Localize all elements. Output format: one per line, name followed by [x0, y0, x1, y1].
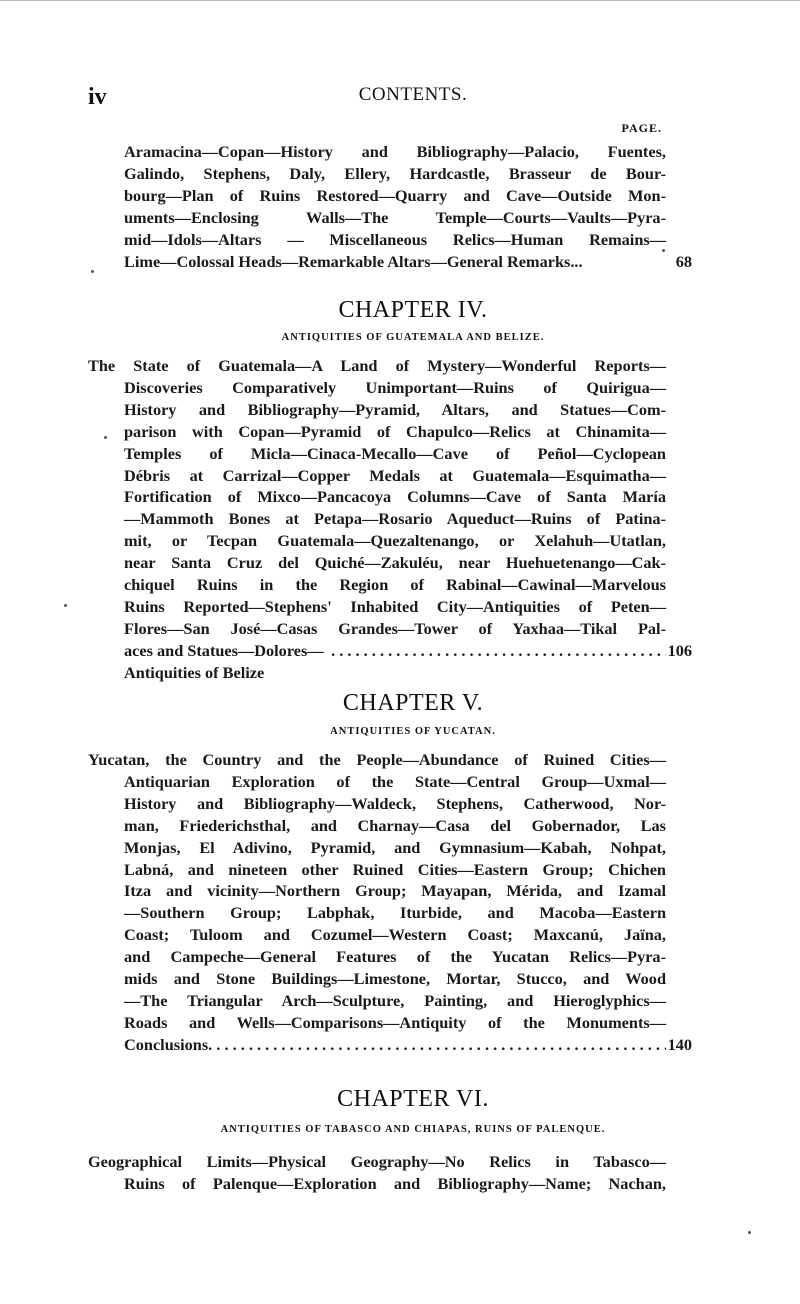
entry-line: chiquel Ruins in the Region of Rabinal—Cawinal—Marvelous — [124, 575, 666, 595]
page-number: 106 — [667, 641, 692, 660]
entry-line: mit, or Tecpan Guatemala—Quezaltenango, or Xelahuh—Utatlan, — [124, 531, 666, 551]
entry-line: Roads and Wells—Comparisons—Antiquity of the Monuments— — [124, 1012, 666, 1032]
chapter-subtitle: ANTIQUITIES OF YUCATAN. — [330, 726, 496, 737]
entry-line: —Mammoth Bones at Petapa—Rosario Aqueduct—Ruins of Patina- — [124, 509, 666, 529]
entry-line: Galindo, Stephens, Daly, Ellery, Hardcastle, Brasseur de Bour- — [124, 163, 666, 183]
chapter-subtitle: ANTIQUITIES OF TABASCO AND CHIAPAS, RUINS OF PALENQUE. — [220, 1124, 606, 1135]
entry-line: man, Friederichsthal, and Charnay—Casa del Gobernador, Las — [124, 815, 666, 835]
entry-last-line: aces and Statues—Dolores—Antiquities of Belize . . . — [88, 640, 666, 684]
entry-line: Coast; Tuloom and Cozumel—Western Coast; Maxcanú, Jaïna, — [124, 925, 666, 945]
entry-first-line: Geographical Limits—Physical Geography—No Relics in Tabasco— — [88, 1152, 666, 1171]
entry-line: Discoveries Comparatively Unimportant—Ruins of Quirigua— — [124, 377, 666, 397]
scan-speck — [662, 249, 665, 252]
entry-line: History and Bibliography—Pyramid, Altars, and Statues—Com- — [124, 399, 666, 419]
entry-line: Débris at Carrizal—Copper Medals at Guatemala—Esquimatha— — [124, 465, 666, 485]
entry-last-line: Lime—Colossal Heads—Remarkable Altars—General Remarks... — [124, 251, 583, 271]
page-column-label: PAGE. — [621, 121, 662, 135]
running-title: CONTENTS. — [358, 84, 468, 105]
chapter-3-entry — [88, 141, 692, 272]
page-number: 140 — [667, 1035, 692, 1054]
chapter-heading: CHAPTER IV. — [338, 297, 488, 323]
entry-first-line: Yucatan, the Country and the People—Abundance of Ruined Cities— — [88, 750, 666, 769]
entry-line: Flores—San José—Casas Grandes—Tower of Yaxhaa—Tikal Pal- — [124, 618, 666, 638]
entry-line: Monjas, El Adivino, Pyramid, and Gymnasium—Kabah, Nohpat, — [124, 837, 666, 857]
entry-line: bourg—Plan of Ruins Restored—Quarry and Cave—Outside Mon- — [124, 185, 666, 205]
entry-line: Itza and vicinity—Northern Group; Mayapan, Mérida, and Izamal — [124, 881, 666, 901]
entry-line: Temples of Micla—Cinaca-Mecallo—Cave of Peñol—Cyclopean — [124, 443, 666, 463]
entry-line: Aramacina—Copan—History and Bibliography—Palacio, Fuentes, — [124, 142, 666, 161]
entry-line: History and Bibliography—Waldeck, Stephens, Catherwood, Nor- — [124, 793, 666, 813]
chapter-4-entry — [88, 355, 692, 684]
page-number: 68 — [675, 252, 692, 271]
entry-line: mids and Stone Buildings—Limestone, Mortar, Stucco, and Wood — [124, 969, 666, 989]
entry-line: Ruins of Palenque—Exploration and Bibliography—Name; Nachan, — [124, 1173, 666, 1193]
scan-speck — [91, 270, 94, 273]
scan-speck — [104, 436, 107, 439]
entry-line: Fortification of Mixco—Pancacoya Columns—Cave of Santa María — [124, 487, 666, 507]
dot-leader — [331, 640, 666, 662]
chapter-heading: CHAPTER VI. — [337, 1086, 489, 1112]
chapter-6-entry — [88, 1151, 666, 1195]
entry-last-line: Conclusions . . . — [88, 1034, 666, 1056]
entry-line: —Southern Group; Labphak, Iturbide, and Macoba—Eastern — [124, 903, 666, 923]
scan-speck — [748, 1231, 751, 1234]
entry-line: mid—Idols—Altars — Miscellaneous Relics—Human Remains— — [124, 229, 666, 249]
chapter-5-entry — [88, 749, 692, 1056]
chapter-subtitle: ANTIQUITIES OF GUATEMALA AND BELIZE. — [281, 332, 545, 343]
scan-speck — [64, 604, 67, 607]
entry-line: Antiquarian Exploration of the State—Central Group—Uxmal— — [124, 771, 666, 791]
entry-line: uments—Enclosing Walls—The Temple—Courts—Vaults—Pyra- — [124, 207, 666, 227]
running-head — [88, 84, 738, 110]
scan-edge — [0, 0, 800, 1]
dot-leader — [208, 1034, 666, 1056]
page-folio: iv — [88, 84, 107, 110]
entry-line: near Santa Cruz del Quiché—Zakuléu, near Huehuetenango—Cak- — [124, 553, 666, 573]
entry-line: Labná, and nineteen other Ruined Cities—Eastern Group; Chichen — [124, 859, 666, 879]
chapter-heading: CHAPTER V. — [342, 690, 484, 716]
entry-line: Ruins Reported—Stephens' Inhabited City—Antiquities of Peten— — [124, 596, 666, 616]
entry-line: —The Triangular Arch—Sculpture, Painting, and Hieroglyphics— — [124, 990, 666, 1010]
entry-first-line: The State of Guatemala—A Land of Mystery—Wonderful Reports— — [88, 356, 666, 375]
entry-line: parison with Copan—Pyramid of Chapulco—Relics at Chinamita— — [124, 421, 666, 441]
entry-line: and Campeche—General Features of the Yucatan Relics—Pyra- — [124, 947, 666, 967]
